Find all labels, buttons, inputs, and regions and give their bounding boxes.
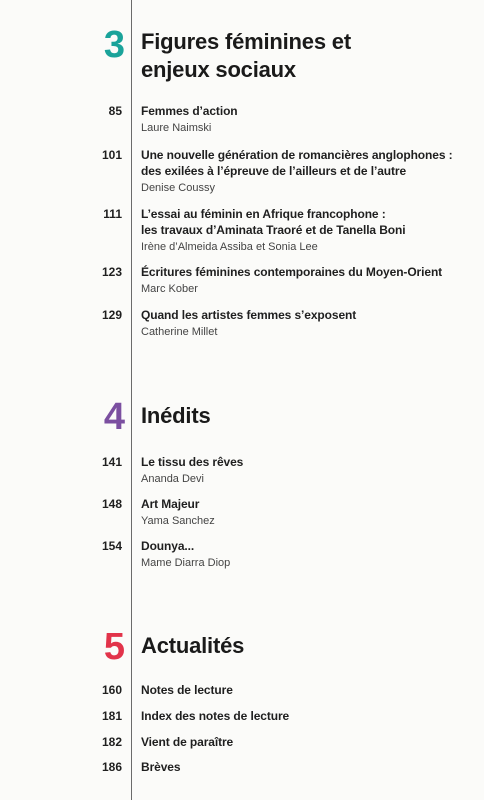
- entry-title: [141, 454, 481, 470]
- entry-title-line: Le tissu des rêves: [141, 455, 244, 469]
- entry-author: Marc Kober: [141, 283, 198, 295]
- page-number: 154: [101, 539, 122, 553]
- entry-title-line: Une nouvelle génération de romancières anglophones :: [141, 148, 453, 162]
- page-number: 148: [101, 497, 122, 511]
- entry-author: Ananda Devi: [141, 473, 204, 485]
- entry-author: Mame Diarra Diop: [141, 557, 231, 569]
- page-number: 111: [103, 207, 122, 221]
- page-number: 85: [108, 104, 122, 118]
- section-number: 5: [103, 626, 125, 668]
- page-number: 141: [101, 455, 122, 469]
- entry-title: [141, 734, 481, 750]
- entry-author: Yama Sanchez: [141, 515, 215, 527]
- entry-title: [141, 496, 481, 512]
- entry-title-line: les travaux d’Aminata Traoré et de Tanella Boni: [141, 223, 406, 237]
- entry-title-line: des exilées à l’épreuve de l’ailleurs et de l’autre: [141, 164, 407, 178]
- section-title: [141, 28, 351, 84]
- entry-title-line: Brèves: [141, 760, 181, 774]
- page-number: 181: [101, 709, 122, 723]
- section-number: 3: [103, 24, 125, 66]
- entry-title: [141, 538, 481, 554]
- entry-title-line: L’essai au féminin en Afrique francophone :: [141, 207, 386, 221]
- entry-title: [141, 307, 481, 323]
- entry-author: Catherine Millet: [141, 326, 218, 338]
- entry-title: [141, 682, 481, 698]
- page-number: 182: [101, 735, 122, 749]
- entry-author: Irène d’Almeida Assiba et Sonia Lee: [141, 241, 318, 253]
- entry-title-line: Vient de paraître: [141, 735, 234, 749]
- entry-title: [141, 708, 481, 724]
- page-number: 186: [101, 760, 122, 774]
- entry-title: [141, 264, 481, 280]
- page-number: 160: [101, 683, 122, 697]
- entry-title-line: Dounya...: [141, 539, 195, 553]
- entry-title-line: Index des notes de lecture: [141, 709, 290, 723]
- section-title-line: Inédits: [141, 403, 211, 428]
- section-number: 4: [103, 396, 125, 438]
- entry-author: Denise Coussy: [141, 182, 215, 194]
- entry-title-line: Femmes d’action: [141, 104, 238, 118]
- section-title-line: Actualités: [141, 633, 245, 658]
- entry-title-line: Quand les artistes femmes s’exposent: [141, 308, 357, 322]
- entry-title: [141, 759, 481, 775]
- vertical-rule: [131, 0, 132, 800]
- entry-title-line: Notes de lecture: [141, 683, 233, 697]
- section-title-line: enjeux sociaux: [141, 57, 296, 82]
- page-number: 101: [101, 148, 122, 162]
- entry-title: [141, 206, 481, 238]
- entry-title-line: Art Majeur: [141, 497, 200, 511]
- section-title: [141, 632, 244, 660]
- entry-author: Laure Naimski: [141, 122, 212, 134]
- section-title: [141, 402, 211, 430]
- entry-title: [141, 103, 481, 119]
- entry-title-line: Écritures féminines contemporaines du Moyen-Orient: [141, 265, 443, 279]
- page-number: 129: [101, 308, 122, 322]
- entry-title: [141, 147, 481, 179]
- page-number: 123: [101, 265, 122, 279]
- section-title-line: Figures féminines et: [141, 29, 351, 54]
